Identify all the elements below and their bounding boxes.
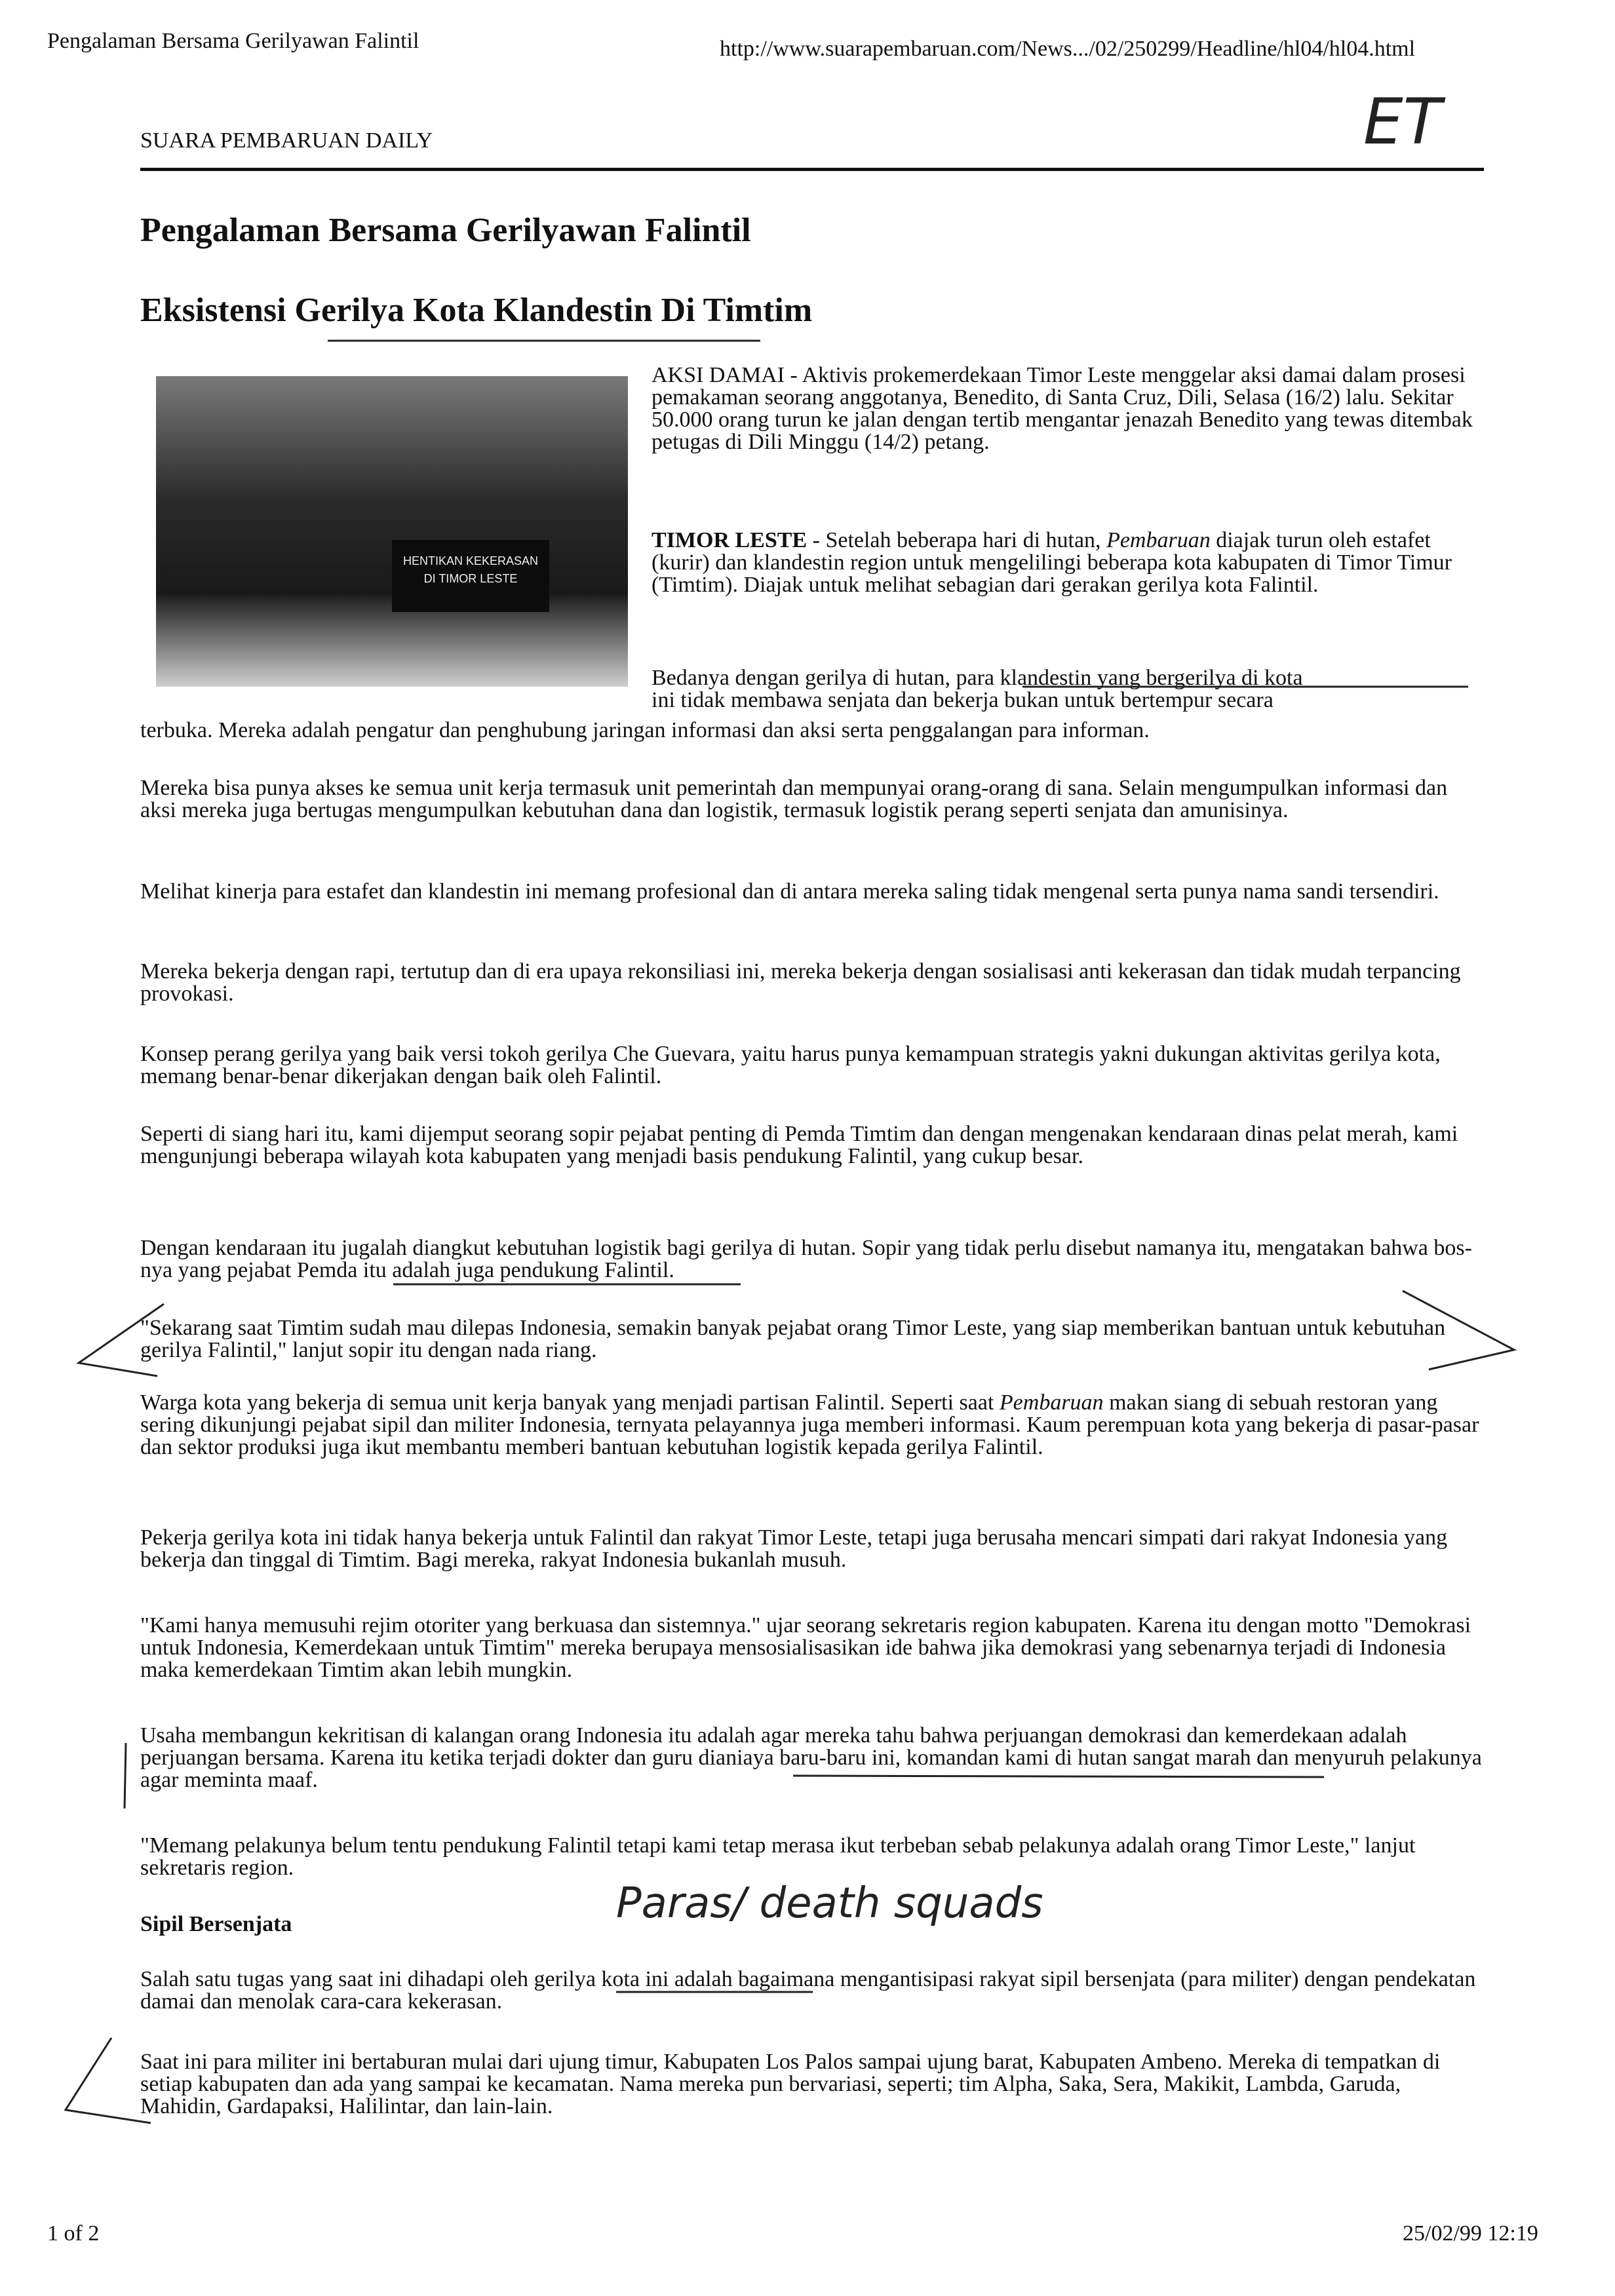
photo-banner-line-1: HENTIKAN KEKERASAN [402, 554, 539, 567]
bedanya-line-3: terbuka. Mereka adalah pengatur dan penghubung jaringan informasi dan aksi serta penggalangan para informan. [140, 718, 1150, 742]
body-paragraph-9: "Kami hanya memusuhi rejim otoriter yang berkuasa dan sistemnya." ujar seorang sekretaris region kabupaten. Karena itu dengan motto "Demokrasi untuk Indonesia, Kemerdekaan untuk Timtim" mereka berupaya mensosialisasikan ide bahwa jika demokrasi yang sebenarnya terjadi di Indonesia maka kemerdekaan Timtim akan lebih mungkin. [140, 1613, 1471, 1682]
warga-text-after: makan siang di sebuah restoran yang sering dikunjungi pejabat sipil dan militer Indonesia, ternyata pelayannya juga memberi informasi. Kaum perempuan kota yang bekerja di pasar-pasar dan sektor produksi juga ikut membantu memberi bantuan kebutuhan logistik kepada gerilya Falintil. [140, 1390, 1479, 1459]
bracket-left-usaha [125, 1743, 126, 1808]
body-paragraph-4: Konsep perang gerilya yang baik versi tokoh gerilya Che Guevara, yaitu harus punya kemampuan strategis yakni dukungan aktivitas gerilya kota, memang benar-benar dikerjakan dengan baik oleh Falintil. [140, 1042, 1441, 1088]
underline-dokter [793, 1776, 1324, 1777]
body-paragraph-3: Mereka bekerja dengan rapi, tertutup dan di era upaya rekonsiliasi ini, mereka bekerja dengan sosialisasi anti kekerasan dan tidak mudah terpancing provokasi. [140, 959, 1461, 1006]
body-paragraph-12: Salah satu tugas yang saat ini dihadapi oleh gerilya kota ini adalah bagaimana mengantisipasi rakyat sipil bersenjata (para militer) dengan pendekatan damai dan menolak cara-cara kekerasan. [140, 1967, 1476, 2014]
body-paragraph-5: Seperti di siang hari itu, kami dijemput seorang sopir pejabat penting di Pemda Timtim dan dengan mengenakan kendaraan dinas pelat merah, kami mengunjungi beberapa wilayah kota kabupaten yang menjadi basis pendukung Falintil, yang cukup besar. [140, 1122, 1458, 1168]
print-header-url: http://www.suarapembaruan.com/News.../02/250299/Headline/hl04/hl04.html [720, 37, 1416, 61]
body-paragraph-2: Melihat kinerja para estafet dan klandestin ini memang profesional dan di antara mereka saling tidak mengenal serta punya nama sandi tersendiri. [140, 879, 1439, 904]
bracket-left-quote [79, 1304, 164, 1376]
bedanya-line-1: Bedanya dengan gerilya di hutan, para klandestin yang bergerilya di kota [652, 666, 1303, 690]
page-title: Pengalaman Bersama Gerilyawan Falintil [140, 212, 751, 249]
warga-source-name: Pembaruan [999, 1390, 1104, 1415]
body-paragraph-1: Mereka bisa punya akses ke semua unit kerja termasuk unit pemerintah dan mempunyai orang-orang di sana. Selain mengumpulkan informasi dan aksi mereka juga bertugas mengumpulkan kebutuhan dana dan logistik, termasuk logistik perang seperti senjata dan amunisinya. [140, 776, 1448, 822]
page-subtitle: Eksistensi Gerilya Kota Klandestin Di Timtim [140, 292, 813, 329]
body-paragraph-11: "Memang pelakunya belum tentu pendukung Falintil tetapi kami tetap merasa ikut terbeban sebab pelakunya adalah orang Timor Leste," lanjut sekretaris region. [140, 1833, 1416, 1880]
body-paragraph-8: Pekerja gerilya kota ini tidak hanya bekerja untuk Falintil dan rakyat Timor Leste, tetapi juga berusaha mencari simpati dari rakyat Indonesia yang bekerja dan tinggal di Timtim. Bagi mereka, rakyat Indonesia bukanlah musuh. [140, 1525, 1448, 1572]
body-paragraph-7-quote: "Sekarang saat Timtim sudah mau dilepas Indonesia, semakin banyak pejabat orang Timor Leste, yang siap memberikan bantuan untuk kebutuhan gerilya Falintil," lanjut sopir itu dengan nada riang. [140, 1316, 1446, 1362]
lead-text-after: diajak turun oleh estafet (kurir) dan klandestin region untuk mengelilingi beberapa kota kabupaten di Timor Timur (Timtim). Diajak untuk melihat sebagian dari gerakan gerilya kota Falintil. [652, 528, 1452, 597]
handwritten-initials: ET [1363, 85, 1442, 159]
photo-caption: AKSI DAMAI - Aktivis prokemerdekaan Timor Leste menggelar aksi damai dalam prosesi pemakaman seorang anggotanya, Benedito, di Santa Cruz, Dili, Selasa (16/2) lalu. Sekitar 50.000 orang turun ke jalan dengan tertib mengantar jenazah Benedito yang tewas ditembak petugas di Dili Minggu (14/2) petang. [652, 363, 1473, 454]
body-paragraph-10: Usaha membangun kekritisan di kalangan orang Indonesia itu adalah agar mereka tahu bahwa perjuangan demokrasi dan kemerdekaan adalah perjuangan bersama. Karena itu ketika terjadi dokter dan guru dianiaya baru-baru ini, komandan kami di hutan sangat marah dan menyuruh pelakunya agar meminta maaf. [140, 1723, 1482, 1792]
masthead: SUARA PEMBARUAN DAILY [140, 128, 433, 153]
lead-text-before: - Setelah beberapa hari di hutan, [807, 528, 1107, 552]
lead-source-name: Pembaruan [1106, 528, 1211, 552]
bedanya-line-2: ini tidak membawa senjata dan bekerja bukan untuk bertempur secara [652, 688, 1274, 712]
footer-page-number: 1 of 2 [47, 2221, 100, 2246]
print-header-title: Pengalaman Bersama Gerilyawan Falintil [47, 29, 419, 53]
body-paragraph-6: Dengan kendaraan itu jugalah diangkut kebutuhan logistik bagi gerilya di hutan. Sopir yang tidak perlu disebut namanya itu, mengatakan bahwa bos-nya yang pejabat Pemda itu adalah juga pendukung Falintil. [140, 1236, 1472, 1282]
body-paragraph-13: Saat ini para militer ini bertaburan mulai dari ujung timur, Kabupaten Los Palos sampai ujung barat, Kabupaten Ambeno. Mereka di tempatkan di setiap kabupaten dan ada yang sampai ke kecamatan. Nama mereka pun bervariasi, seperti; tim Alpha, Saka, Sera, Makikit, Lambda, Garuda, Mahidin, Gardapaksi, Halilintar, dan lain-lain. [140, 2050, 1441, 2118]
handwritten-margin-note: Paras/ death squads [616, 1879, 1043, 1928]
photo-banner-line-2: DI TIMOR LESTE [423, 572, 518, 585]
warga-text-before: Warga kota yang bekerja di semua unit kerja banyak yang menjadi partisan Falintil. Seperti saat [140, 1390, 1000, 1415]
section-heading: Sipil Bersenjata [140, 1912, 292, 1936]
bracket-left-saat [66, 2038, 151, 2123]
lead-dateline: TIMOR LESTE [652, 528, 808, 552]
footer-datetime: 25/02/99 12:19 [1403, 2221, 1538, 2246]
bracket-right-quote [1403, 1291, 1514, 1369]
